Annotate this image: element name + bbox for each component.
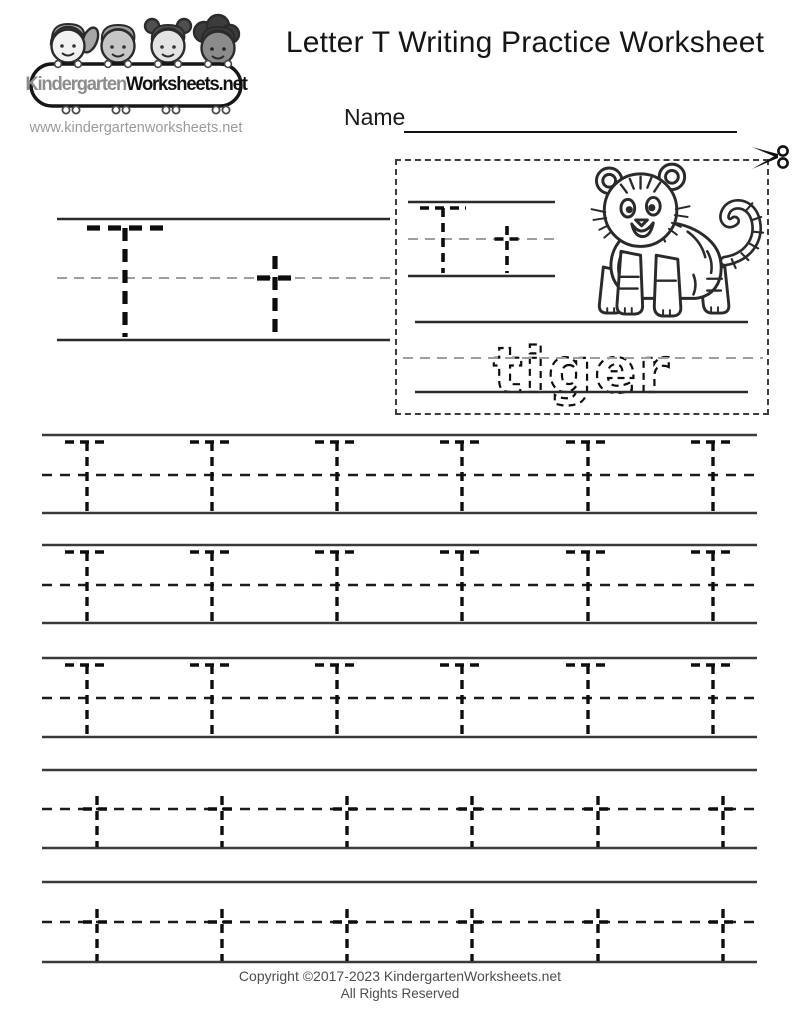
trace-word-tiger: tiger: [493, 334, 671, 407]
logo-site-name-black: Worksheets.net: [126, 74, 247, 95]
copyright-text: Copyright ©2017-2023 KindergartenWorksheets.net: [238, 968, 562, 984]
logo-url: www.kindergartenworksheets.net: [29, 120, 243, 136]
footer: [0, 968, 800, 1001]
page-title: Letter T Writing Practice Worksheet: [285, 26, 765, 59]
rights-text: All Rights Reserved: [340, 986, 460, 1001]
logo-site-name-gray: Kindergarten: [25, 74, 127, 95]
name-label: Name: [344, 104, 406, 130]
